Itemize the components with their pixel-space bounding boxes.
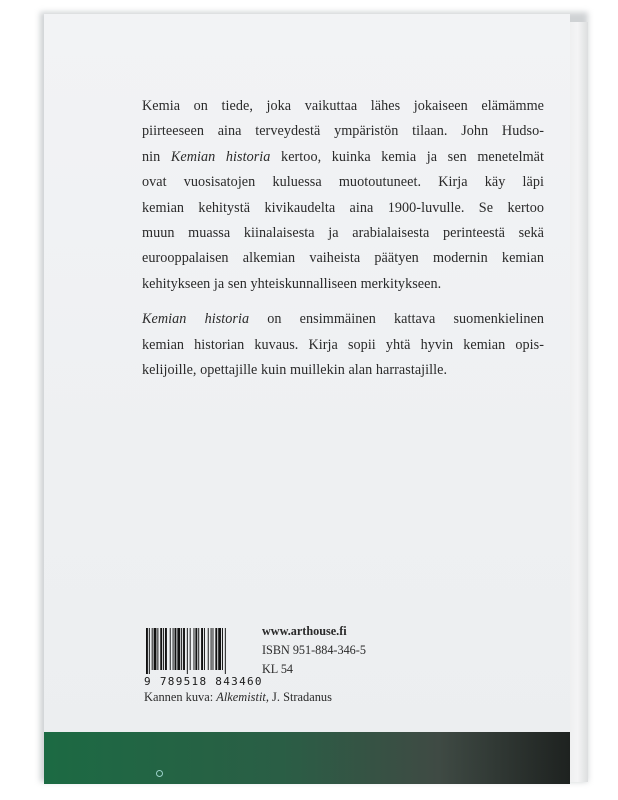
book-back-cover [44,14,570,784]
isbn-barcode [144,628,263,688]
book-title-italic: Kemian historia [170,148,271,165]
green-footer-band [44,732,570,784]
book-title-italic: Kemian historia [142,311,250,328]
cover-image-credit: Kannen kuva: Alkemistit, J. Stradanus [144,690,332,704]
isbn-number: ISBN 951-884-346-5 [262,643,366,657]
barcode-bars-icon [144,628,258,674]
blurb-paragraph-2 [142,307,544,383]
blurb-text [142,94,544,393]
blurb-line: kehitykseen ja sen yhteiskunnalliseen merkitykseen. [142,275,442,292]
classification-code: KL 54 [262,662,294,676]
blurb-line: Kemia on tiede, joka vaikuttaa lähes jokaiseen elämämme [142,98,544,114]
blurb-paragraph-1 [142,94,544,297]
publisher-url[interactable]: www.arthouse.fi [262,624,347,638]
artwork-title: Alkemistit, [216,690,269,704]
blurb-line: nin Kemian historia kertoo, kuinka kemia ja sen menetelmät [142,148,544,165]
blurb-line: eurooppalaisen alkemian vaiheista päätyen modernin kemian [142,250,544,267]
publisher-info [262,622,366,679]
blurb-line: Kemian historia on ensimmäinen kattava suomenkielinen [142,311,544,328]
blurb-line: muun muassa kiinalaisesta ja arabialaisesta perinteestä sekä [142,225,544,242]
blurb-line: kelijoille, opettajille kuin muillekin alan harrastajille. [142,362,448,379]
blurb-line: kemian historian kuvaus. Kirja sopii yhtä hyvin kemian opis- [142,336,544,353]
dot-icon [156,770,163,777]
blurb-line: kemian kehitystä kivikaudelta aina 1900-luvulle. Se kertoo [142,199,544,216]
barcode-digits: 9 789518 843460 [144,675,263,688]
blurb-line: ovat vuosisatojen kuluessa muotoutuneet. Kirja käy läpi [142,174,544,191]
blurb-line: piirteeseen aina terveydestä ympäristön tilaan. John Hudso- [142,123,544,140]
